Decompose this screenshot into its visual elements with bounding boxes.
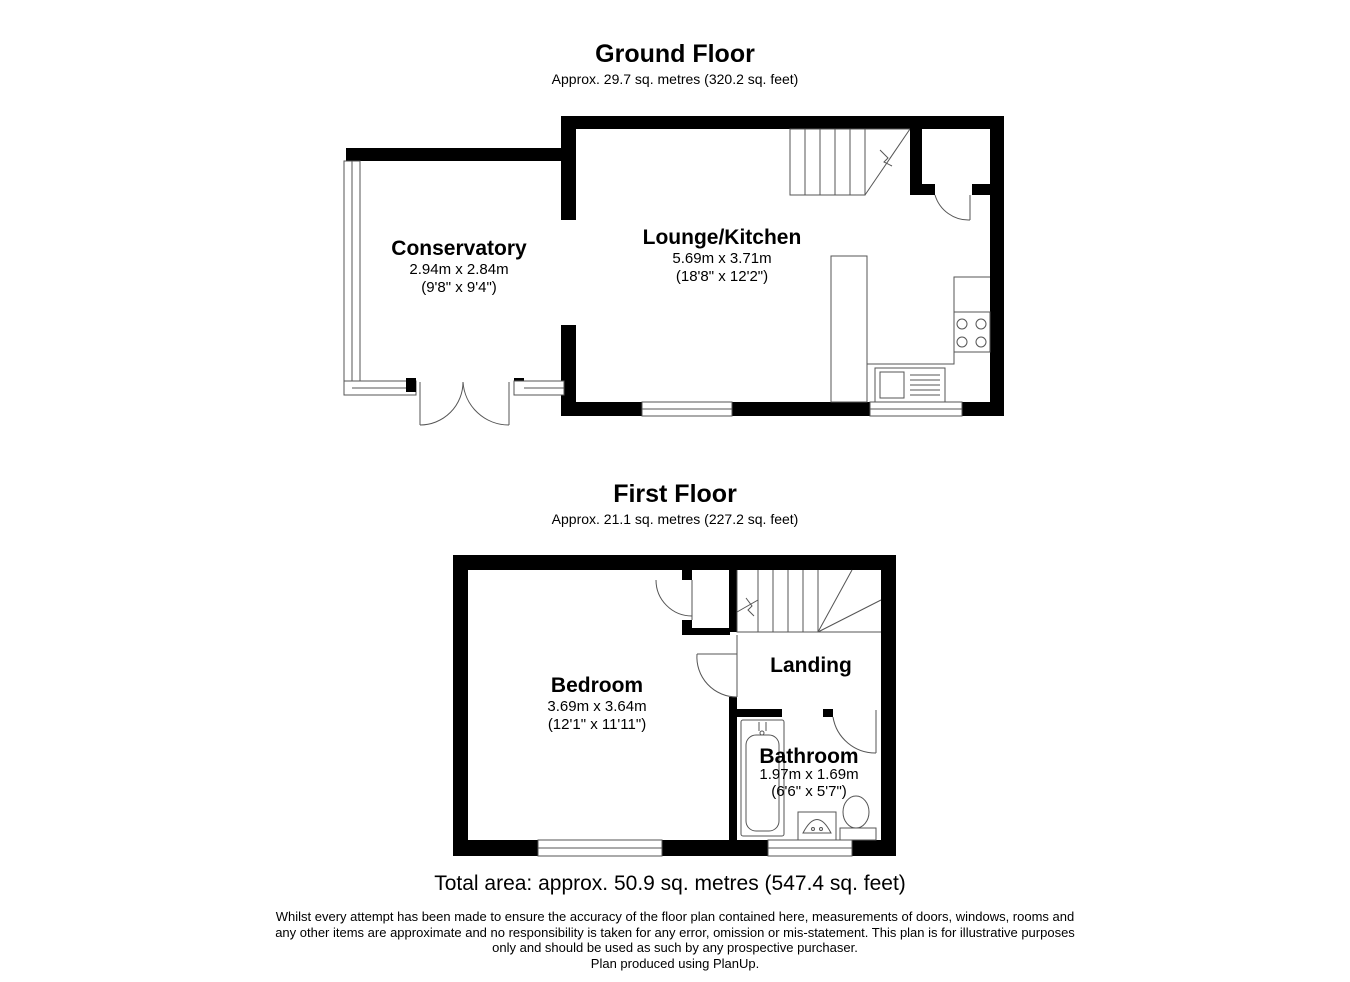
lounge-kitchen-walls xyxy=(561,116,1004,416)
conservatory-dim-m: 2.94m x 2.84m xyxy=(409,261,509,278)
bedroom-dim-ft: (12'1" x 11'11") xyxy=(547,716,647,733)
first-floor-area: Approx. 21.1 sq. metres (227.2 sq. feet) xyxy=(551,511,799,527)
bathroom-dim-m: 1.97m x 1.69m xyxy=(759,766,859,783)
conservatory-dim-ft: (9'8" x 9'4") xyxy=(421,279,497,296)
disclaimer xyxy=(0,909,1350,971)
lounge-kitchen-label: Lounge/Kitchen xyxy=(642,226,802,249)
kitchen-units xyxy=(831,256,990,402)
conservatory-doors xyxy=(420,382,509,425)
lounge-kitchen-dim-m: 5.69m x 3.71m xyxy=(672,250,772,267)
disclaimer-line: Whilst every attempt has been made to ensure the accuracy of the floor plan contained here, measurements of doors, windows, rooms and xyxy=(275,909,1075,924)
disclaimer-credit: Plan produced using PlanUp. xyxy=(590,955,760,971)
bathroom-dim-ft: (6'6" x 5'7") xyxy=(771,783,847,800)
lounge-kitchen-dim-ft: (18'8" x 12'2") xyxy=(675,268,769,285)
ground-cupboard xyxy=(910,129,992,220)
disclaimer-line: any other items are approximate and no responsibility is taken for any error, omission or mis-statement. This plan is for illustrative purposes xyxy=(275,924,1075,940)
total-area: Total area: approx. 50.9 sq. metres (547.4 sq. feet) xyxy=(434,872,906,895)
ground-stairs xyxy=(790,129,910,195)
first-floor-stairs xyxy=(737,570,881,632)
bathroom-label: Bathroom xyxy=(759,745,859,768)
first-floor-plan xyxy=(453,555,896,856)
ground-floor-title: Ground Floor xyxy=(595,40,755,68)
bedroom-label: Bedroom xyxy=(550,674,644,697)
disclaimer-line: only and should be used as such by any prospective purchaser. xyxy=(492,940,858,955)
conservatory-label: Conservatory xyxy=(391,237,527,260)
ground-floor-plan xyxy=(344,116,1004,425)
bedroom-dim-m: 3.69m x 3.64m xyxy=(547,698,647,715)
first-floor-outer-walls xyxy=(453,555,896,856)
first-floor-title: First Floor xyxy=(613,480,737,508)
landing-label: Landing xyxy=(770,654,852,677)
ground-floor-area: Approx. 29.7 sq. metres (320.2 sq. feet) xyxy=(551,71,799,87)
